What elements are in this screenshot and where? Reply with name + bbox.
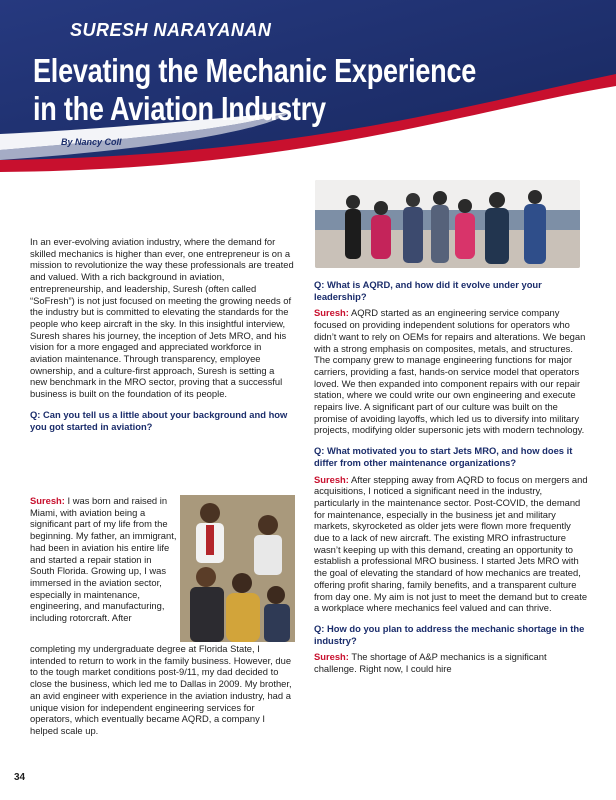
byline: By Nancy Coll [61, 137, 122, 147]
question-4: Q: How do you plan to address the mechanic shortage in the industry? [314, 622, 585, 646]
intro-paragraph: In an ever-evolving aviation industry, where the demand for skilled mechanics is higher than ever, one entrepreneur is on a mission to revolutionize the way these professionals are treated and valued. With a rich background in aviation, entrepreneurship, and leadership, Suresh (often called “SoFresh”) is not just focused on meeting the growing needs of the industry but is committed to elevating the standards for the people who keep aircraft in the sky. In this insightful interview, Suresh shares his journey, the inception of Jets MRO, and his vision for a more engaged and appreciated workforce in aviation maintenance. Through transparency, employee ownership, and a culture-first approach, Suresh is setting a new benchmark in the MRO sector, proving that a successful business is built on the foundation of its people. [30, 236, 294, 400]
headline-line-2: in the Aviation Industry [33, 90, 326, 127]
team-photo [315, 180, 580, 268]
header-banner [0, 0, 616, 200]
answer-4: The shortage of A&P mechanics is a significant challenge. Right now, I could hire [314, 651, 547, 675]
page-number: 34 [14, 772, 26, 783]
speaker-label: Suresh: [314, 307, 349, 319]
kicker-name: SURESH NARAYANAN [70, 20, 272, 40]
answer-1-part-2: completing my undergraduate degree at Florida State, I intended to return to work in the family business. However, due to the tough market conditions post-9/11, my dad decided to close the business, which led me to Dallas in 2009. My brother, an avid engineer with experience in the aviation industry, had a unique vision for independent engineering services for operators, which eventually became AQRD, a company I helped scale up. [30, 643, 292, 736]
speaker-label: Suresh: [30, 495, 65, 506]
speaker-label: Suresh: [314, 651, 349, 663]
article-headline [33, 52, 492, 128]
answer-3: After stepping away from AQRD to focus on mergers and acquisitions, I noticed a significant need in the industry, particularly in the maintenance sector. Post-COVID, the demand for maintenance, especially in the business jet and military markets, skyrocketed as older jets were flown more frequently due to a lack of new aircraft. The existing MRO infrastructure wasn’t keeping up with this demand, creating an opportunity to establish a professional MRO business. I started Jets MRO with the goal of elevating the standard of how mechanics are treated, offering profit sharing, family benefits, and a transparent culture from day one. My aim is not just to meet the demand but to create a workplace where mechanics feel valued and can thrive. [314, 473, 588, 614]
answer-1-continued [30, 643, 294, 737]
question-3: Q: What motivated you to start Jets MRO, and how does it differ from other maintenance organizations? [314, 445, 573, 468]
question-1: Q: Can you tell us a little about your background and how you got started in aviation? [30, 408, 288, 432]
right-column [314, 279, 588, 675]
team-photo-illustration [315, 180, 580, 268]
speaker-label: Suresh: [314, 473, 349, 485]
question-2: Q: What is AQRD, and how did it evolve under your leadership? [314, 279, 542, 302]
answer-2: AQRD started as an engineering service company focused on providing independent solutions for operators who didn’t want to rely on OEMs for repairs and alterations. We began with a strong emphasis on composites, metals, and structures. The company grew to manage engineering functions for major carriers, providing a fast, hands-on service model that operators loved. We then expanded into component repairs with our repair station, where we could write our own engineering and execute repairs live. A significant part of our culture was built on the promise of avoiding layoffs, which led us to diversify into military projects, modifying older supersonic jets with modern technology. [314, 307, 586, 436]
family-photo-illustration [180, 495, 295, 642]
headline-line-1: Elevating the Mechanic Experience [33, 52, 477, 89]
left-column [30, 236, 294, 437]
family-photo [180, 495, 295, 642]
answer-1-wrapped [30, 495, 178, 624]
answer-1-part-1: I was born and raised in Miami, with aviation being a significant part of my life from the beginning. My father, an immigrant, had been in aviation his entire life and started a repair station in South Florida. Growing up, I was immersed in the aviation sector, especially in maintenance, engineering, and manufacturing, including rotorcraft. After [30, 495, 177, 624]
